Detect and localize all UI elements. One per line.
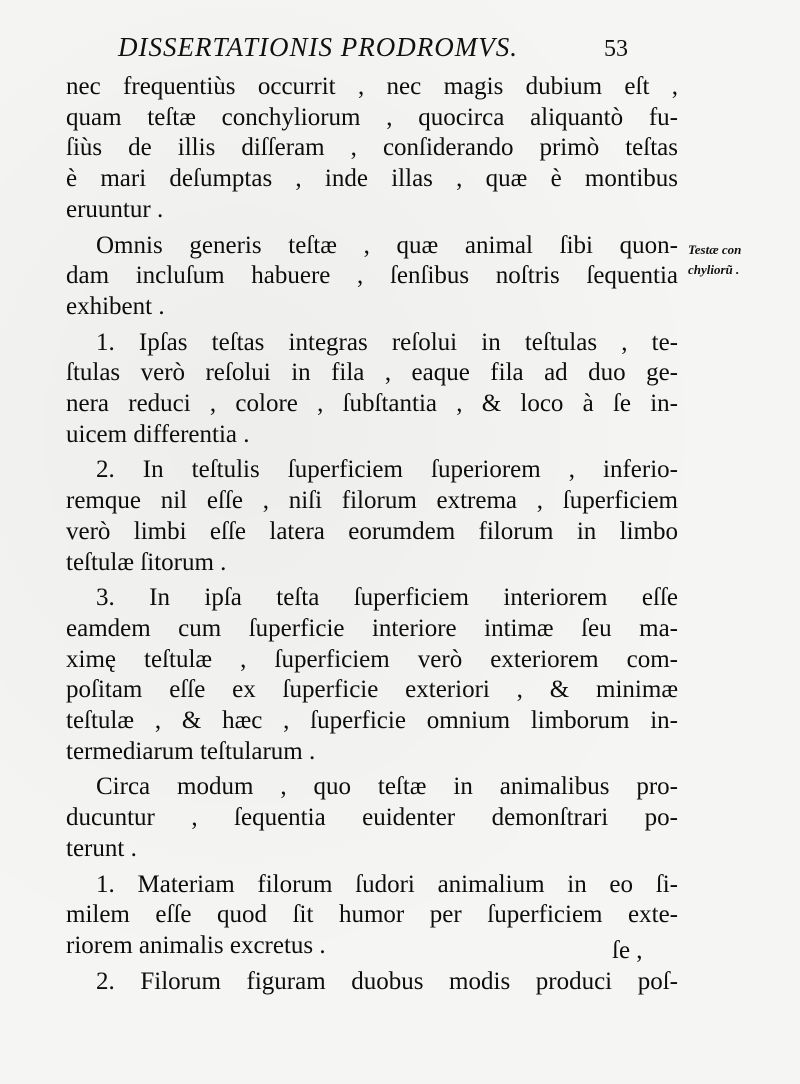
text-line: verò limbi eſſe latera eorumdem filorum in limbo (66, 517, 678, 545)
text-line: remque nil eſſe , niſi filorum extrema , ſuperficiem (66, 487, 678, 515)
text-line: 3. In ipſa teſta ſuperficiem interiorem eſſe (96, 584, 678, 612)
margin-note-line: chyliorũ . (688, 262, 740, 277)
text-line: ſtulas verò reſolui in fila , eaque fila ad duo ge- (66, 359, 678, 387)
paragraph (66, 772, 678, 864)
text-line: terunt . (66, 834, 137, 862)
paragraph (66, 328, 678, 451)
text-line: riorem animalis excretus . (66, 931, 326, 959)
text-line: exhibent . (66, 292, 165, 320)
body-text (66, 72, 678, 1002)
text-line: nera reduci , colore , ſubſtantia , & loco à ſe in- (66, 390, 678, 418)
text-line: teſtulæ , & hæc , ſuperficie omnium limborum in- (66, 707, 678, 735)
paragraph (66, 455, 678, 578)
page-number: 53 (604, 36, 628, 62)
text-line: termediarum teſtularum . (66, 737, 316, 765)
text-line: poſitam eſſe ex ſuperficie exteriori , & minimæ (66, 676, 678, 704)
text-line: teſtulæ ſitorum . (66, 548, 227, 576)
text-line: ducuntur , ſequentia euidenter demonſtrari po- (66, 804, 678, 832)
paragraph (66, 967, 678, 998)
text-line: nec frequentiùs occurrit , nec magis dubium eſt , (66, 73, 678, 100)
paragraph (66, 583, 678, 767)
paragraph (66, 72, 678, 226)
text-line: quam teſtæ conchyliorum , quocirca aliquantò fu- (66, 103, 678, 131)
text-line: 2. Filorum figuram duobus modis produci poſ- (96, 967, 678, 995)
text-line: eruuntur . (66, 195, 164, 223)
text-line: 2. In teſtulis ſuperficiem ſuperiorem , inferio- (96, 456, 678, 484)
text-line: milem eſſe quod ſit humor per ſuperficiem exte- (66, 901, 678, 929)
text-line: dam incluſum habuere , ſenſibus noſtris ſequentia (66, 262, 678, 290)
text-line: Circa modum , quo teſtæ in animalibus pro- (96, 773, 678, 801)
paragraph (66, 231, 678, 323)
text-line: Omnis generis teſtæ , quæ animal ſibi quon- (96, 231, 678, 259)
margin-note-line: Testæ con (688, 242, 742, 257)
text-line: eamdem cum ſuperficie interiore intimæ ſeu ma- (66, 614, 678, 642)
text-line: 1. Materiam filorum ſudori animalium in eo ſi- (96, 870, 678, 898)
text-line: uicem differentia . (66, 420, 250, 448)
margin-note (688, 240, 788, 280)
catchword: ſe , (612, 937, 643, 964)
text-line: è mari deſumptas , inde illas , quæ è montibus (66, 165, 678, 193)
text-line: ximę teſtulæ , ſuperficiem verò exteriorem com- (66, 645, 678, 673)
running-head: DISSERTATIONIS PRODROMVS. (118, 32, 518, 62)
text-line: ſiùs de illis diſſeram , conſiderando primò teſtas (66, 134, 678, 162)
paragraph (66, 870, 678, 962)
text-line: 1. Ipſas teſtas integras reſolui in teſtulas , te- (96, 328, 678, 356)
